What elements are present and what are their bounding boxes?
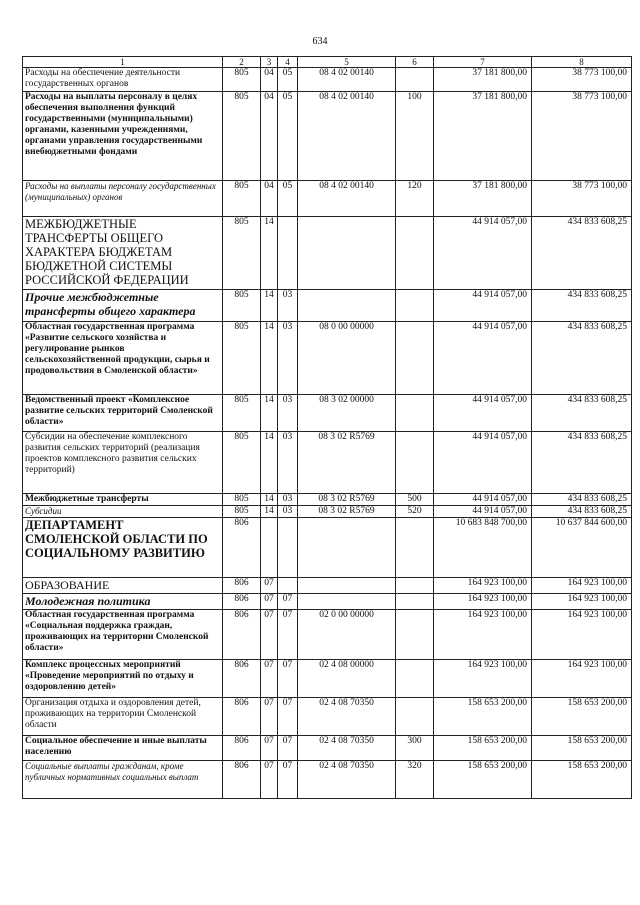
cell-c2: 805 [223, 68, 261, 92]
cell-c7: 10 683 848 700,00 [434, 518, 532, 578]
row-name: Комплекс процессных мероприятий «Проведение мероприятий по отдыху и оздоровлению детей» [23, 660, 223, 698]
cell-c4 [278, 518, 298, 578]
cell-c2: 806 [223, 736, 261, 761]
cell-c7: 44 914 057,00 [434, 290, 532, 322]
table-row [23, 761, 632, 799]
cell-c2: 805 [223, 506, 261, 518]
header-cell: 4 [278, 57, 298, 68]
row-name: Субсидии на обеспечение комплексного развития сельских территорий (реализация проектов комплексного развития сельских территорий) [23, 432, 223, 494]
cell-c7: 44 914 057,00 [434, 494, 532, 506]
row-name: Социальные выплаты гражданам, кроме публичных нормативных социальных выплат [23, 761, 223, 799]
cell-c5: 08 4 02 00140 [298, 68, 396, 92]
cell-c8: 434 833 608,25 [532, 395, 632, 432]
cell-c2: 806 [223, 660, 261, 698]
cell-c8: 38 773 100,00 [532, 68, 632, 92]
cell-c7: 158 653 200,00 [434, 736, 532, 761]
cell-c2: 805 [223, 217, 261, 290]
cell-c8: 434 833 608,25 [532, 322, 632, 395]
cell-c2: 805 [223, 494, 261, 506]
cell-c5 [298, 578, 396, 594]
cell-c6 [396, 518, 434, 578]
table-row [23, 217, 632, 290]
cell-c6 [396, 698, 434, 736]
cell-c7: 158 653 200,00 [434, 698, 532, 736]
header-cell: 8 [532, 57, 632, 68]
table-row [23, 68, 632, 92]
cell-c4: 07 [278, 610, 298, 660]
cell-c3: 07 [261, 610, 278, 660]
cell-c6 [396, 322, 434, 395]
row-name: Прочие межбюджетные трансферты общего характера [23, 290, 223, 322]
cell-c4: 03 [278, 494, 298, 506]
cell-c4: 03 [278, 290, 298, 322]
cell-c4: 03 [278, 506, 298, 518]
cell-c6 [396, 290, 434, 322]
cell-c8: 158 653 200,00 [532, 698, 632, 736]
row-name: ДЕПАРТАМЕНТ СМОЛЕНСКОЙ ОБЛАСТИ ПО СОЦИАЛЬНОМУ РАЗВИТИЮ [23, 518, 223, 578]
cell-c5: 02 4 08 70350 [298, 698, 396, 736]
cell-c4: 07 [278, 736, 298, 761]
row-name: Областная государственная программа «Развитие сельского хозяйства и регулирование рынков сельскохозяйственной продукции, сырья и продовольствия в Смоленской области» [23, 322, 223, 395]
table-row [23, 181, 632, 217]
cell-c5: 08 3 02 00000 [298, 395, 396, 432]
budget-table [22, 56, 632, 799]
cell-c7: 44 914 057,00 [434, 506, 532, 518]
cell-c4: 05 [278, 181, 298, 217]
cell-c4: 03 [278, 395, 298, 432]
cell-c6: 500 [396, 494, 434, 506]
cell-c5: 08 4 02 00140 [298, 181, 396, 217]
cell-c3: 07 [261, 660, 278, 698]
cell-c2: 805 [223, 290, 261, 322]
cell-c6: 320 [396, 761, 434, 799]
cell-c7: 37 181 800,00 [434, 92, 532, 181]
cell-c4 [278, 578, 298, 594]
row-name: ОБРАЗОВАНИЕ [23, 578, 223, 594]
cell-c8: 158 653 200,00 [532, 761, 632, 799]
cell-c3: 07 [261, 698, 278, 736]
table-row [23, 660, 632, 698]
cell-c4: 07 [278, 594, 298, 610]
cell-c8: 164 923 100,00 [532, 660, 632, 698]
cell-c2: 805 [223, 92, 261, 181]
cell-c7: 37 181 800,00 [434, 68, 532, 92]
cell-c4 [278, 217, 298, 290]
table-header-row [23, 57, 632, 68]
cell-c3: 07 [261, 761, 278, 799]
table-row [23, 290, 632, 322]
table-row [23, 506, 632, 518]
cell-c6: 300 [396, 736, 434, 761]
cell-c4: 05 [278, 92, 298, 181]
cell-c2: 806 [223, 761, 261, 799]
cell-c4: 03 [278, 432, 298, 494]
cell-c7: 164 923 100,00 [434, 610, 532, 660]
cell-c5 [298, 290, 396, 322]
table-row [23, 395, 632, 432]
cell-c2: 806 [223, 518, 261, 578]
cell-c2: 805 [223, 432, 261, 494]
cell-c6 [396, 68, 434, 92]
cell-c4: 03 [278, 322, 298, 395]
row-name: Организация отдыха и оздоровления детей, проживающих на территории Смоленской области [23, 698, 223, 736]
cell-c6 [396, 217, 434, 290]
cell-c5: 08 3 02 R5769 [298, 494, 396, 506]
cell-c8: 164 923 100,00 [532, 594, 632, 610]
cell-c3: 14 [261, 506, 278, 518]
cell-c5: 08 4 02 00140 [298, 92, 396, 181]
cell-c2: 805 [223, 322, 261, 395]
page-number: 634 [312, 36, 328, 47]
cell-c5: 02 4 08 00000 [298, 660, 396, 698]
table-row [23, 698, 632, 736]
table-row [23, 578, 632, 594]
cell-c4: 07 [278, 698, 298, 736]
cell-c8: 10 637 844 600,00 [532, 518, 632, 578]
cell-c3: 14 [261, 290, 278, 322]
cell-c2: 805 [223, 395, 261, 432]
cell-c8: 434 833 608,25 [532, 290, 632, 322]
cell-c3: 07 [261, 736, 278, 761]
cell-c8: 38 773 100,00 [532, 92, 632, 181]
cell-c3: 14 [261, 432, 278, 494]
cell-c4: 05 [278, 68, 298, 92]
table-row [23, 594, 632, 610]
cell-c5 [298, 518, 396, 578]
cell-c8: 158 653 200,00 [532, 736, 632, 761]
cell-c7: 164 923 100,00 [434, 660, 532, 698]
cell-c6 [396, 395, 434, 432]
cell-c3 [261, 518, 278, 578]
header-cell: 6 [396, 57, 434, 68]
cell-c5 [298, 217, 396, 290]
cell-c5: 02 4 08 70350 [298, 761, 396, 799]
cell-c3: 14 [261, 217, 278, 290]
row-name: Межбюджетные трансферты [23, 494, 223, 506]
table-row [23, 494, 632, 506]
cell-c6: 520 [396, 506, 434, 518]
cell-c5: 08 3 02 R5769 [298, 432, 396, 494]
cell-c8: 164 923 100,00 [532, 578, 632, 594]
cell-c8: 434 833 608,25 [532, 432, 632, 494]
cell-c4: 07 [278, 761, 298, 799]
cell-c6 [396, 660, 434, 698]
cell-c6: 120 [396, 181, 434, 217]
cell-c5: 08 3 02 R5769 [298, 506, 396, 518]
cell-c7: 44 914 057,00 [434, 432, 532, 494]
cell-c6 [396, 610, 434, 660]
table-row [23, 610, 632, 660]
row-name: МЕЖБЮДЖЕТНЫЕ ТРАНСФЕРТЫ ОБЩЕГО ХАРАКТЕРА БЮДЖЕТАМ БЮДЖЕТНОЙ СИСТЕМЫ РОССИЙСКОЙ ФЕДЕРАЦИИ [23, 217, 223, 290]
cell-c3: 04 [261, 181, 278, 217]
cell-c5: 02 4 08 70350 [298, 736, 396, 761]
cell-c3: 14 [261, 494, 278, 506]
row-name: Ведомственный проект «Комплексное развитие сельских территорий Смоленской области» [23, 395, 223, 432]
cell-c6 [396, 432, 434, 494]
cell-c3: 07 [261, 578, 278, 594]
cell-c2: 805 [223, 181, 261, 217]
cell-c5: 02 0 00 00000 [298, 610, 396, 660]
cell-c2: 806 [223, 594, 261, 610]
table-row [23, 322, 632, 395]
cell-c2: 806 [223, 578, 261, 594]
table-row [23, 736, 632, 761]
cell-c7: 158 653 200,00 [434, 761, 532, 799]
cell-c7: 44 914 057,00 [434, 395, 532, 432]
cell-c7: 164 923 100,00 [434, 578, 532, 594]
cell-c7: 44 914 057,00 [434, 217, 532, 290]
cell-c3: 14 [261, 322, 278, 395]
cell-c4: 07 [278, 660, 298, 698]
row-name: Областная государственная программа «Социальная поддержка граждан, проживающих на территории Смоленской области» [23, 610, 223, 660]
cell-c5 [298, 594, 396, 610]
cell-c7: 37 181 800,00 [434, 181, 532, 217]
header-cell: 1 [23, 57, 223, 68]
table-row [23, 92, 632, 181]
header-cell: 3 [261, 57, 278, 68]
header-cell: 2 [223, 57, 261, 68]
row-name: Субсидии [23, 506, 223, 518]
cell-c6 [396, 594, 434, 610]
cell-c8: 434 833 608,25 [532, 217, 632, 290]
cell-c8: 38 773 100,00 [532, 181, 632, 217]
cell-c6 [396, 578, 434, 594]
header-cell: 7 [434, 57, 532, 68]
table-row [23, 432, 632, 494]
cell-c8: 164 923 100,00 [532, 610, 632, 660]
cell-c3: 14 [261, 395, 278, 432]
row-name: Социальное обеспечение и иные выплаты населению [23, 736, 223, 761]
cell-c8: 434 833 608,25 [532, 506, 632, 518]
cell-c7: 44 914 057,00 [434, 322, 532, 395]
cell-c7: 164 923 100,00 [434, 594, 532, 610]
cell-c8: 434 833 608,25 [532, 494, 632, 506]
cell-c5: 08 0 00 00000 [298, 322, 396, 395]
cell-c6: 100 [396, 92, 434, 181]
cell-c2: 806 [223, 610, 261, 660]
row-name: Расходы на выплаты персоналу в целях обеспечения выполнения функций государственными (муниципальными) органами, казенными учреждениями, органами управления государственными внебюджетными фондами [23, 92, 223, 181]
cell-c2: 806 [223, 698, 261, 736]
row-name: Расходы на обеспечение деятельности государственных органов [23, 68, 223, 92]
table-row [23, 518, 632, 578]
cell-c3: 07 [261, 594, 278, 610]
cell-c3: 04 [261, 92, 278, 181]
cell-c3: 04 [261, 68, 278, 92]
row-name: Расходы на выплаты персоналу государственных (муниципальных) органов [23, 181, 223, 217]
header-cell: 5 [298, 57, 396, 68]
row-name: Молодежная политика [23, 594, 223, 610]
